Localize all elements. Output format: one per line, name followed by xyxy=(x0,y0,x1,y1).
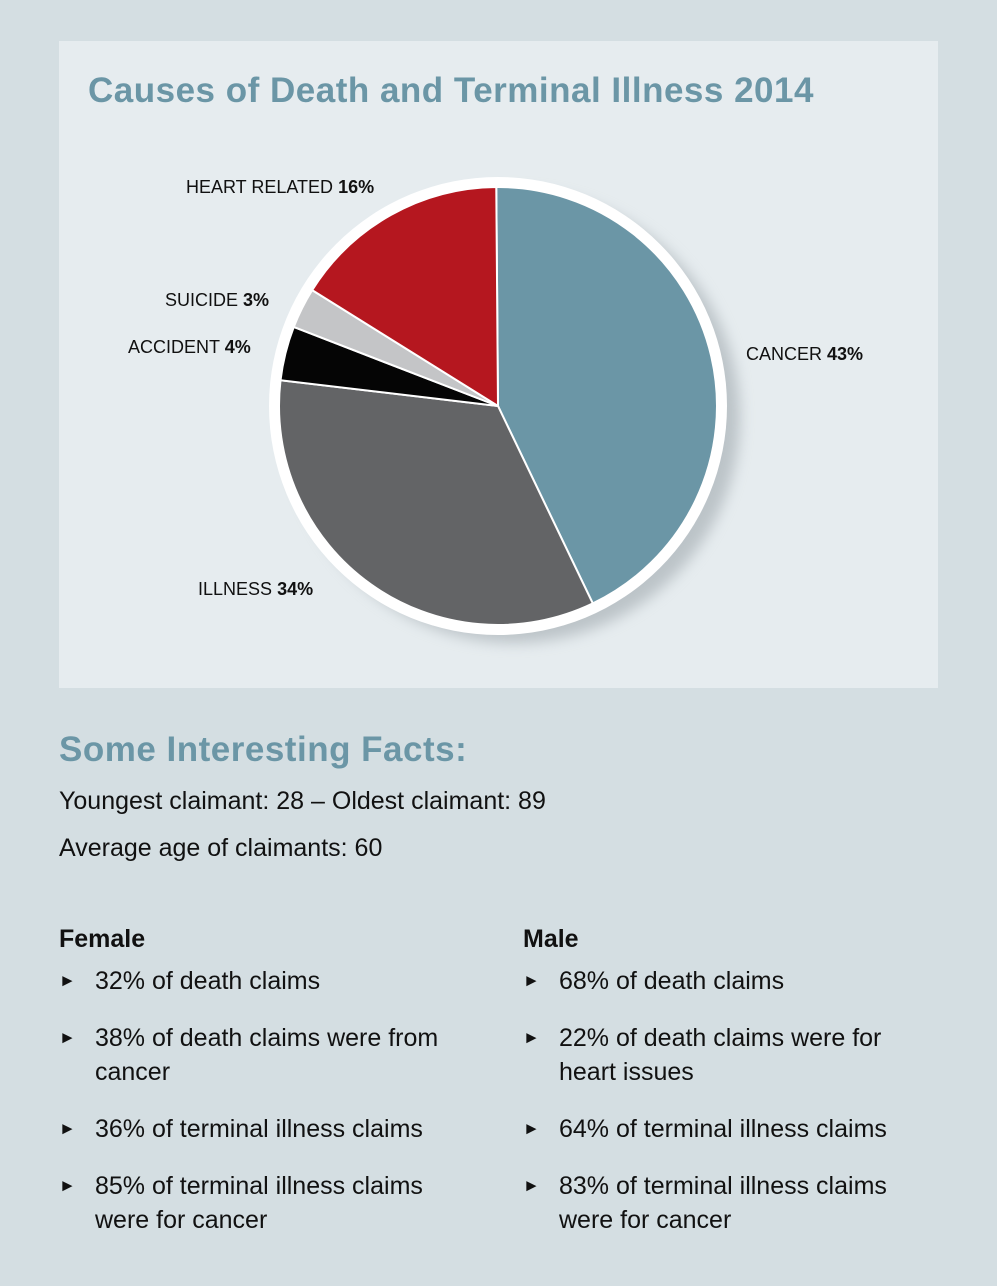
bullet-arrow-icon: ► xyxy=(523,1176,540,1195)
slice-label-text: SUICIDE xyxy=(165,290,239,310)
list-item xyxy=(523,1169,943,1237)
male-column xyxy=(523,925,943,1260)
chart-panel xyxy=(59,41,938,688)
bullet-arrow-icon: ► xyxy=(59,971,76,990)
male-heading: Male xyxy=(523,925,579,953)
bullet-arrow-icon: ► xyxy=(523,1119,540,1138)
list-item xyxy=(59,964,479,998)
slice-label-illness xyxy=(198,579,313,600)
bullet-arrow-icon: ► xyxy=(523,1028,540,1047)
slice-label-pct: 16% xyxy=(338,177,375,197)
slice-label-heart-related xyxy=(186,177,374,198)
bullet-arrow-icon: ► xyxy=(59,1028,76,1047)
list-item-text: 68% of death claims xyxy=(559,967,785,995)
list-item-text: 36% of terminal illness claims xyxy=(95,1115,423,1143)
chart-title: Causes of Death and Terminal Illness 2014 xyxy=(88,71,814,110)
list-item xyxy=(523,1112,943,1146)
slice-label-pct: 4% xyxy=(224,337,251,357)
list-item xyxy=(59,1112,479,1146)
list-item-text: 38% of death claims were from cancer xyxy=(95,1024,439,1086)
bullet-arrow-icon: ► xyxy=(59,1119,76,1138)
list-item xyxy=(59,1021,479,1089)
bullet-arrow-icon: ► xyxy=(59,1176,76,1195)
bullet-arrow-icon: ► xyxy=(523,971,540,990)
slice-label-text: CANCER xyxy=(746,344,823,364)
fact-average-age: Average age of claimants: 60 xyxy=(59,834,383,862)
male-list xyxy=(523,964,943,1237)
slice-label-pct: 34% xyxy=(277,579,314,599)
list-item-text: 32% of death claims xyxy=(95,967,321,995)
facts-title: Some Interesting Facts: xyxy=(59,730,468,769)
slice-label-accident xyxy=(128,337,251,358)
list-item xyxy=(523,1021,943,1089)
list-item xyxy=(59,1169,479,1237)
slice-label-suicide xyxy=(165,290,269,311)
list-item-text: 83% of terminal illness claims were for cancer xyxy=(559,1172,887,1234)
female-list xyxy=(59,964,479,1237)
female-heading: Female xyxy=(59,925,146,953)
slice-label-text: HEART RELATED xyxy=(186,177,334,197)
slice-label-pct: 43% xyxy=(827,344,864,364)
list-item xyxy=(523,964,943,998)
female-column xyxy=(59,925,479,1260)
fact-age-range: Youngest claimant: 28 – Oldest claimant: 89 xyxy=(59,787,546,815)
slice-label-pct: 3% xyxy=(243,290,270,310)
list-item-text: 64% of terminal illness claims xyxy=(559,1115,887,1143)
slice-label-text: ACCIDENT xyxy=(128,337,220,357)
slice-label-cancer xyxy=(746,344,863,365)
list-item-text: 22% of death claims were for heart issues xyxy=(559,1024,882,1086)
slice-label-text: ILLNESS xyxy=(198,579,273,599)
list-item-text: 85% of terminal illness claims were for cancer xyxy=(95,1172,423,1234)
